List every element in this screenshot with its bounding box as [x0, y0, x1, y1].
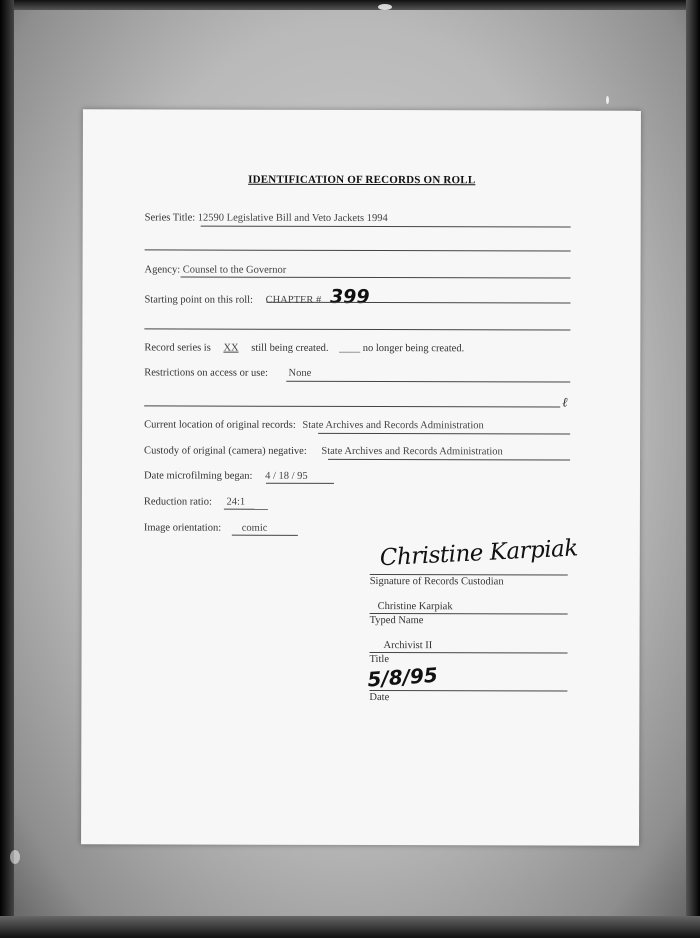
agency-value: Counsel to the Governor — [182, 264, 287, 276]
title-label: Title — [369, 654, 390, 666]
reduction-row — [144, 496, 245, 507]
date-began-row — [144, 470, 308, 481]
restrictions-line — [286, 381, 570, 383]
record-series-row — [144, 342, 464, 354]
current-location-value: State Archives and Records Administration — [302, 419, 484, 432]
series-title-value: 12590 Legislative Bill and Veto Jackets 1994 — [197, 212, 388, 225]
restrictions-value: None — [288, 367, 312, 379]
custody-value: State Archives and Records Administration — [321, 445, 503, 458]
series-title-label: Series Title: — [144, 212, 196, 224]
title-value: Archivist II — [383, 640, 433, 652]
date-began-value: 4 / 18 / 95 — [265, 470, 308, 482]
signature-label: Signature of Records Custodian — [369, 576, 504, 588]
agency-row — [145, 264, 287, 275]
custody-label: Custody of original (camera) negative: — [144, 445, 307, 457]
record-series-blank: ____ — [339, 342, 361, 354]
date-label: Date — [369, 692, 390, 704]
orientation-line — [232, 535, 298, 536]
series-title-line-2 — [145, 249, 571, 251]
starting-point-value: CHAPTER # — [265, 294, 322, 306]
restrictions-line-2 — [144, 405, 560, 407]
starting-point-label: Starting point on this roll: — [144, 294, 253, 306]
film-edge-right — [686, 0, 700, 938]
current-location-line — [318, 433, 570, 435]
date-handwritten: 5/8/95 — [366, 662, 439, 692]
record-series-label: Record series is — [144, 342, 211, 354]
series-title-row — [145, 212, 388, 224]
pen-mark: ℓ — [562, 394, 568, 410]
film-speck — [10, 850, 20, 864]
reduction-value: 24:1 — [226, 496, 246, 508]
starting-point-line-2 — [144, 328, 570, 330]
reduction-label: Reduction ratio: — [143, 496, 212, 508]
typed-name-label: Typed Name — [369, 615, 424, 627]
date-began-label: Date microfilming began: — [143, 470, 253, 482]
current-location-row — [144, 419, 484, 431]
title-line — [370, 652, 568, 654]
restrictions-label: Restrictions on access or use: — [144, 367, 268, 379]
records-form-sheet — [81, 109, 641, 845]
film-edge-left — [0, 0, 14, 938]
starting-chapter-handwritten: 399 — [329, 285, 370, 309]
orientation-label: Image orientation: — [143, 522, 222, 534]
orientation-row — [144, 522, 268, 533]
record-series-still: still being created. — [251, 342, 329, 354]
film-speck — [378, 4, 392, 10]
film-edge-top — [0, 0, 700, 10]
custodian-signature: Christine Karpiak — [379, 535, 579, 572]
agency-label: Agency: — [144, 264, 181, 276]
reduction-line — [224, 509, 268, 510]
date-began-line — [266, 483, 334, 484]
current-location-label: Current location of original records: — [144, 419, 296, 431]
typed-name-value: Christine Karpiak — [377, 601, 453, 613]
film-speck — [606, 96, 609, 104]
custody-line — [328, 459, 570, 461]
record-series-mark: XX — [223, 342, 239, 354]
date-line — [369, 690, 567, 692]
custody-row — [144, 445, 503, 457]
series-title-line — [201, 226, 571, 228]
record-series-no-longer: no longer being created. — [362, 343, 465, 355]
restrictions-row — [144, 367, 311, 378]
orientation-value: comic — [241, 522, 268, 534]
starting-point-row — [144, 285, 369, 308]
form-heading: IDENTIFICATION OF RECORDS ON ROLL — [248, 173, 476, 187]
film-edge-bottom — [0, 916, 700, 938]
agency-line — [181, 277, 571, 279]
